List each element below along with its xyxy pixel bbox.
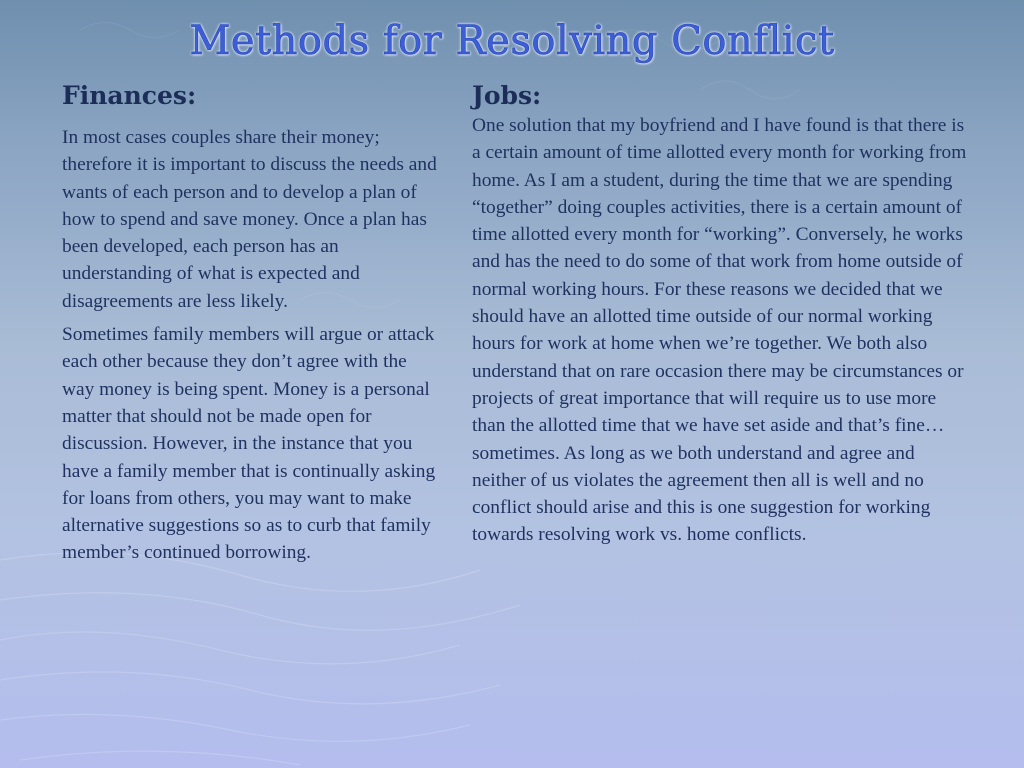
finances-column — [62, 78, 437, 573]
finances-paragraph-2: Sometimes family members will argue or attack each other because they don’t agree with the way money is being spent. Money is a personal matter that should not be made open for discussion. However, in the instance that you have a family member that is continually asking for loans from others, you may want to make alternative suggestions so as to curb that family member’s continued borrowing. — [62, 324, 436, 564]
jobs-paragraph-1: One solution that my boyfriend and I have found is that there is a certain amount of time allotted every month for working from home. As I am a student, during the time that we are spending “together” doing couples activities, there is a certain amount of time allotted every month for “working”. Conversely, he works and has the need to do some of that work from home outside of normal working hours. For these reasons we decided that we should have an allotted time outside of our normal working hours for work at home when we’re together. We both also understand that on rare occasion there may be circumstances or projects of great importance that will require us to use more than the allotted time that we have set aside and that’s fine… sometimes. As long as we both understand and agree and neither of us violates the agreement then all is well and no conflict should arise and this is one suggestion for working towards resolving work vs. home conflicts. — [472, 115, 967, 546]
finances-paragraph-1: In most cases couples share their money; therefore it is important to discuss the needs and wants of each person and to develop a plan of how to spend and save money. Once a plan has been developed, each person has an understanding of what is expected and disagreements are less likely. — [62, 127, 437, 312]
finances-heading: Finances: — [62, 81, 197, 110]
slide-title: Methods for Resolving Conflict — [189, 18, 835, 64]
jobs-heading: Jobs: — [472, 81, 542, 110]
jobs-column — [472, 78, 972, 555]
